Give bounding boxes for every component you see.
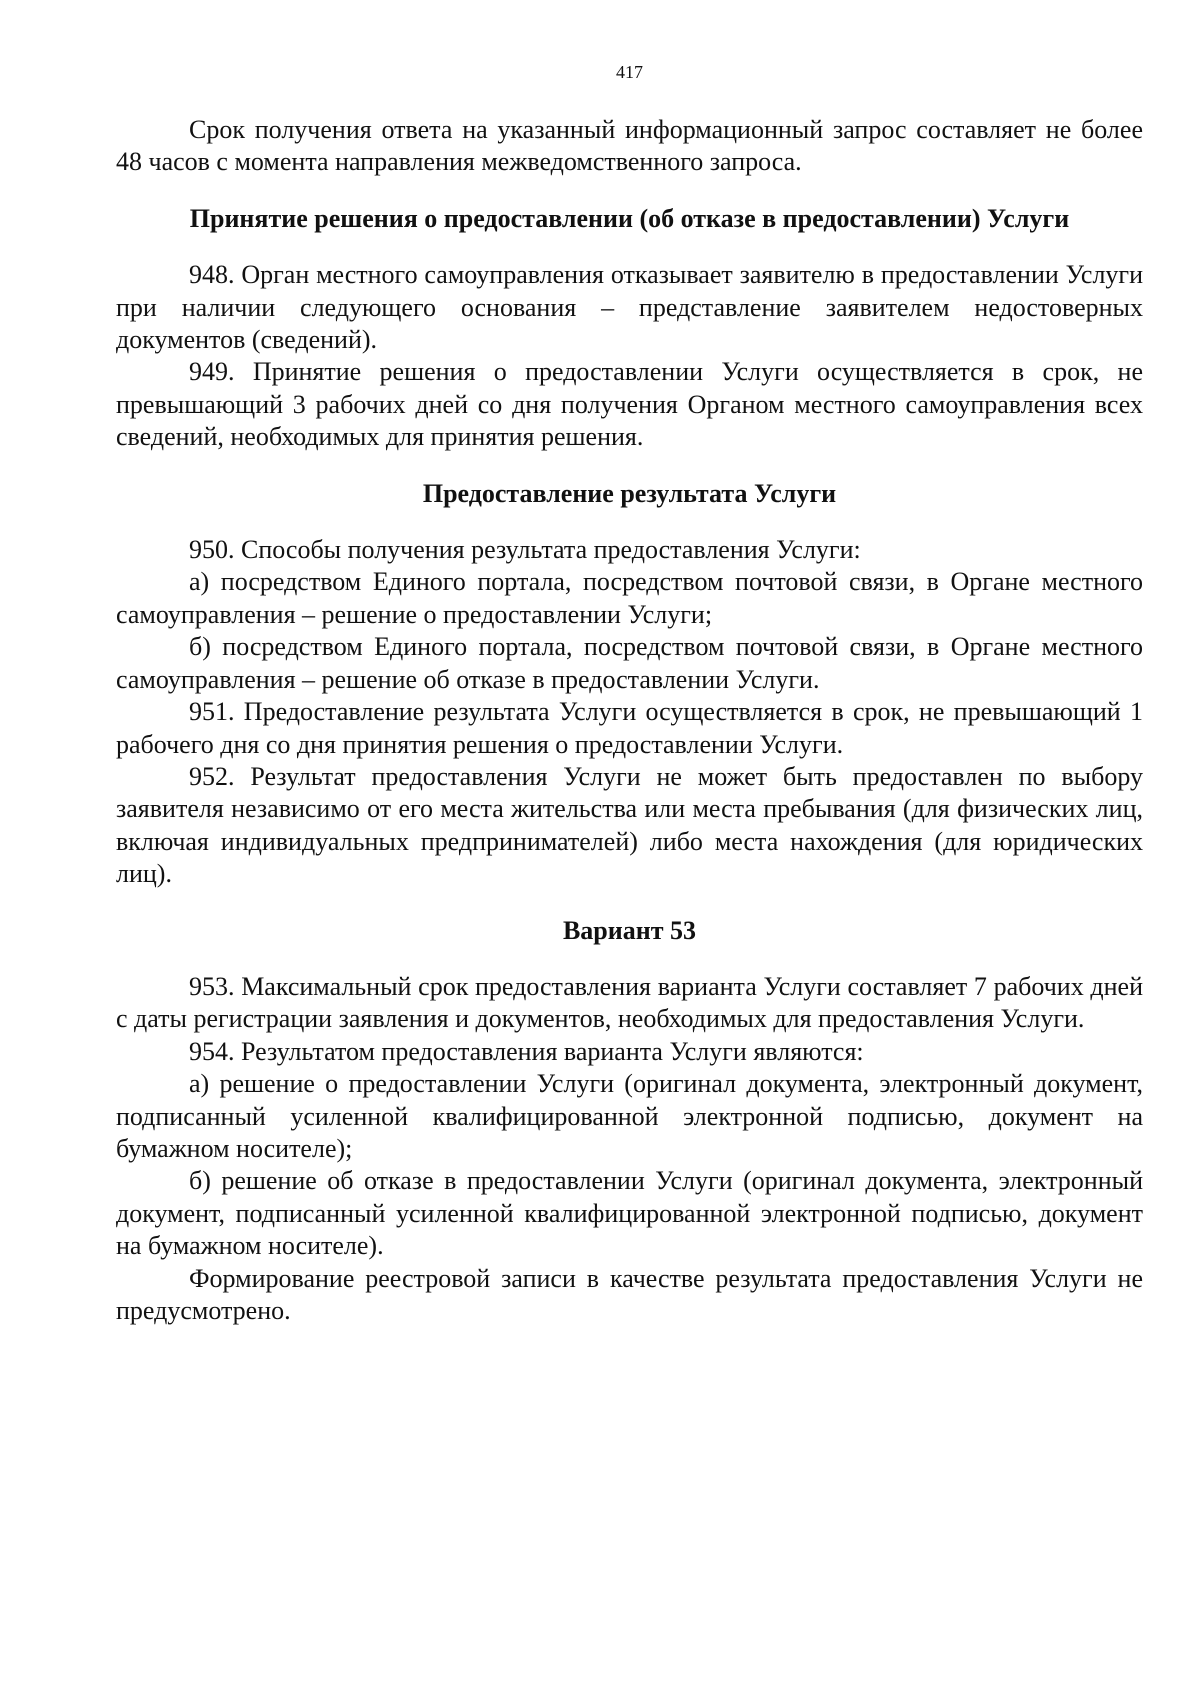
spacer bbox=[116, 179, 1143, 203]
paragraph-950-b: б) посредством Единого портала, посредством почтовой связи, в Органе местного самоуправления – решение об отказе в предоставлении Услуги. bbox=[116, 632, 1143, 694]
heading-variant-53: Вариант 53 bbox=[562, 915, 697, 945]
paragraph-954-a: а) решение о предоставлении Услуги (оригинал документа, электронный документ, подписанный усиленной квалифицированной электронной подписью, документ на бумажном носителе); bbox=[116, 1069, 1143, 1163]
spacer bbox=[116, 947, 1143, 971]
heading-decision: Принятие решения о предоставлении (об отказе в предоставлении) Услуги bbox=[189, 203, 1070, 233]
heading-result: Предоставление результата Услуги bbox=[422, 478, 837, 508]
document-page bbox=[116, 60, 1143, 1327]
paragraph-954: 954. Результатом предоставления варианта Услуги являются: bbox=[189, 1036, 864, 1066]
paragraph-953: 953. Максимальный срок предоставления варианта Услуги составляет 7 рабочих дней с даты регистрации заявления и документов, необходимых для предоставления Услуги. bbox=[116, 971, 1143, 1034]
document-body bbox=[116, 114, 1143, 1327]
paragraph-954-b: б) решение об отказе в предоставлении Услуги (оригинал документа, электронный документ, подписанный усиленной квалифицированной электронной подписью, документ на бумажном носителе). bbox=[116, 1166, 1143, 1261]
spacer bbox=[116, 891, 1143, 915]
paragraph-952: 952. Результат предоставления Услуги не может быть предоставлен по выбору заявителя независимо от его места жительства или места пребывания (для физических лиц, включая индивидуальных предпринимателей) либо места нахождения (для юридических лиц). bbox=[116, 761, 1143, 889]
paragraph-intro: Срок получения ответа на указанный информационный запрос составляет не более 48 часов с момента направления межведомственного запроса. bbox=[116, 115, 1143, 177]
paragraph-950-a: а) посредством Единого портала, посредством почтовой связи, в Органе местного самоуправления – решение о предоставлении Услуги; bbox=[116, 567, 1143, 629]
paragraph-948: 948. Орган местного самоуправления отказывает заявителю в предоставлении Услуги при наличии следующего основания – представление заявителем недостоверных документов (сведений). bbox=[116, 260, 1143, 355]
paragraph-949: 949. Принятие решения о предоставлении Услуги осуществляется в срок, не превышающий 3 рабочих дней со дня получения Органом местного самоуправления всех сведений, необходимых для принятия решения. bbox=[116, 357, 1143, 452]
spacer bbox=[116, 235, 1143, 259]
spacer bbox=[116, 510, 1143, 534]
paragraph-951: 951. Предоставление результата Услуги осуществляется в срок, не превышающий 1 рабочего дня со дня принятия решения о предоставлении Услуги. bbox=[116, 697, 1143, 759]
paragraph-950: 950. Способы получения результата предоставления Услуги: bbox=[189, 535, 861, 565]
paragraph-registry: Формирование реестровой записи в качестве результата предоставления Услуги не предусмотрено. bbox=[116, 1263, 1143, 1325]
page-number: 417 bbox=[616, 62, 643, 82]
spacer bbox=[116, 454, 1143, 478]
